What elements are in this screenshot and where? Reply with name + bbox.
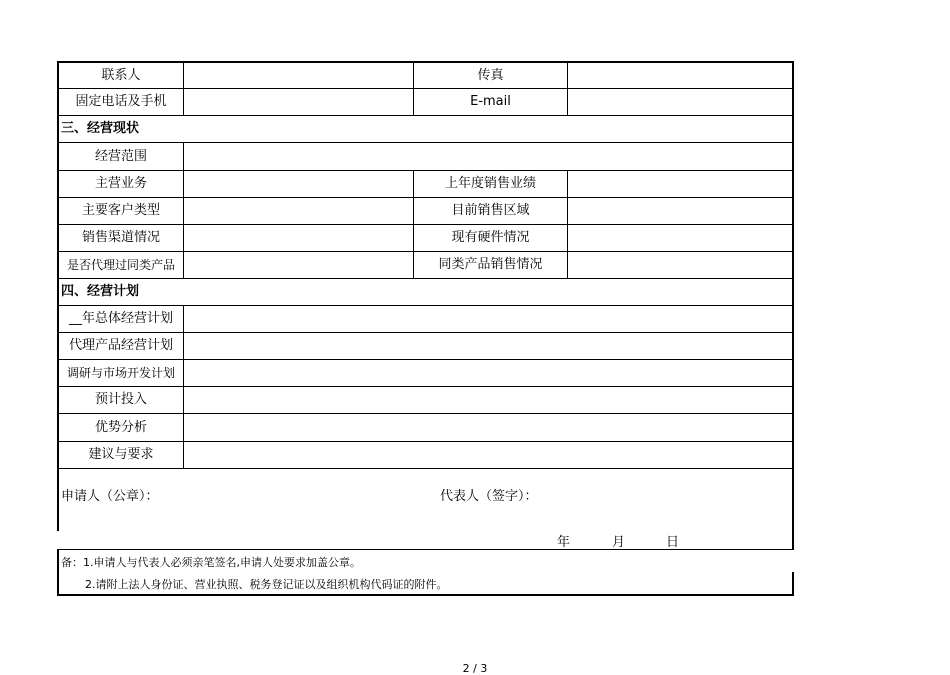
business-scope-field[interactable]: [184, 143, 792, 170]
plan-row: [59, 442, 792, 469]
main-business-field[interactable]: [184, 171, 414, 197]
product-plan-label: 代理产品经营计划: [59, 333, 184, 359]
plan-row: [59, 306, 792, 333]
application-form: [57, 61, 794, 596]
investment-label: 预计投入: [59, 387, 184, 413]
advantage-label: 优势分析: [59, 414, 184, 441]
plan-row: [59, 333, 792, 360]
customer-type-label: 主要客户类型: [59, 198, 184, 224]
investment-field[interactable]: [184, 387, 792, 413]
contact-person-field[interactable]: [184, 63, 414, 88]
similar-sales-label: 同类产品销售情况: [414, 252, 568, 278]
scope-row: [59, 143, 792, 171]
notes-area: [59, 550, 792, 596]
email-label: E-mail: [414, 89, 568, 115]
sales-channel-field[interactable]: [184, 225, 414, 251]
annual-plan-field[interactable]: [184, 306, 792, 332]
note-line-2: 2.请附上法人身份证、营业执照、税务登记证以及组织机构代码证的附件。: [85, 578, 448, 591]
border-gap: [792, 550, 794, 572]
page-number: 2 / 3: [462, 662, 488, 675]
fax-label: 传真: [414, 63, 568, 88]
fax-field[interactable]: [568, 63, 792, 88]
status-row: [59, 252, 792, 279]
agency-history-field[interactable]: [184, 252, 414, 278]
signature-area[interactable]: [59, 469, 792, 550]
day-label: 日: [666, 535, 680, 550]
section-4-title: 四、经营计划: [61, 284, 140, 299]
section-3-title: 三、经营现状: [61, 121, 140, 136]
sales-region-label: 目前销售区域: [414, 198, 568, 224]
status-row: [59, 171, 792, 198]
product-plan-field[interactable]: [184, 333, 792, 359]
last-year-sales-label: 上年度销售业绩: [414, 171, 568, 197]
applicant-seal-label: 申请人（公章）：: [61, 489, 159, 504]
section-header: [59, 116, 792, 143]
note-line-1: 备：1.申请人与代表人必须亲笔签名,申请人处要求加盖公章。: [61, 556, 361, 569]
plan-row: [59, 360, 792, 387]
plan-row: [59, 414, 792, 442]
annual-plan-label: __年总体经营计划: [59, 306, 184, 332]
hardware-label: 现有硬件情况: [414, 225, 568, 251]
customer-type-field[interactable]: [184, 198, 414, 224]
email-field[interactable]: [568, 89, 792, 115]
market-plan-field[interactable]: [184, 360, 792, 386]
main-business-label: 主营业务: [59, 171, 184, 197]
section-header: [59, 279, 792, 306]
sales-channel-label: 销售渠道情况: [59, 225, 184, 251]
similar-sales-field[interactable]: [568, 252, 792, 278]
representative-sign-label: 代表人（签字）：: [440, 489, 538, 504]
agency-history-label: 是否代理过同类产品: [59, 252, 184, 278]
status-row: [59, 198, 792, 225]
market-plan-label: 调研与市场开发计划: [59, 360, 184, 386]
contact-row: [59, 63, 792, 89]
phone-field[interactable]: [184, 89, 414, 115]
border-gap: [57, 531, 59, 549]
business-scope-label: 经营范围: [59, 143, 184, 170]
status-row: [59, 225, 792, 252]
month-label: 月: [612, 535, 626, 550]
last-year-sales-field[interactable]: [568, 171, 792, 197]
phone-row: [59, 89, 792, 116]
sales-region-field[interactable]: [568, 198, 792, 224]
plan-row: [59, 387, 792, 414]
suggestion-label: 建议与要求: [59, 442, 184, 468]
suggestion-field[interactable]: [184, 442, 792, 468]
phone-label: 固定电话及手机: [59, 89, 184, 115]
advantage-field[interactable]: [184, 414, 792, 441]
contact-person-label: 联系人: [59, 63, 184, 88]
year-label: 年: [557, 535, 571, 550]
hardware-field[interactable]: [568, 225, 792, 251]
